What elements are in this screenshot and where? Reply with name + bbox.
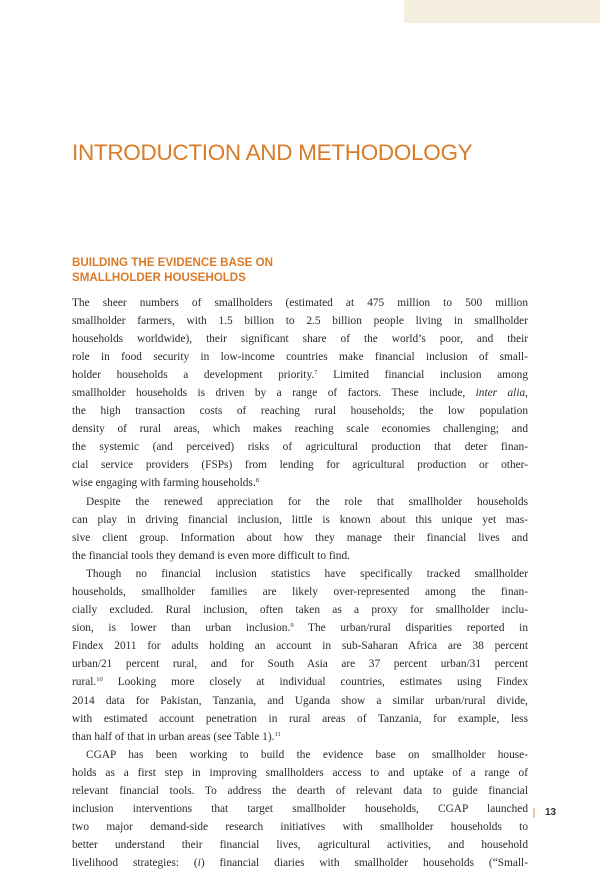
footnote-ref[interactable]: 11 [274, 730, 281, 738]
text-line: the financial tools they demand is even more difficult to find. [72, 549, 350, 562]
text-line: with estimated account penetration in rural areas of Tanzania, for example, less [72, 712, 528, 725]
section-heading [72, 255, 432, 285]
paragraph-4 [72, 746, 528, 873]
text-line: sion, is lower than urban inclusion.$^9$ The urban/rural disparities reported in [72, 622, 529, 635]
paragraph-1 [72, 294, 528, 493]
text-line: than half of that in urban areas (see Table 1).$^{11}$ [72, 730, 281, 743]
footnote-ref[interactable]: 9 [290, 622, 294, 630]
text-line: The sheer numbers of smallholders (estimated at 475 million to 500 million [72, 296, 528, 309]
section-heading-line-2: SMALLHOLDER HOUSEHOLDS [72, 271, 246, 284]
text-line: can play in driving financial inclusion, little is known about this unique yet mas- [72, 513, 528, 526]
text-line: inclusion interventions that target smallholder households, CGAP launched [72, 803, 528, 816]
text-line: relevant financial tools. To address the dearth of relevant data to guide financial [72, 785, 528, 798]
text-line: cial service providers (FSPs) from lending for agricultural production or other- [72, 459, 528, 472]
text-line: livelihood strategies: (i) financial diaries with smallholder households (“Small- [72, 857, 528, 870]
text-line: holder households a development priority.$^7$ Limited financial inclusion among [72, 368, 528, 381]
text-line: two major demand-side research initiatives with smallholder households to [72, 821, 528, 834]
page-number: 13 [545, 807, 557, 818]
chapter-title: INTRODUCTION AND METHODOLOGY [72, 140, 473, 165]
text-line: households, smallholder families are likely over-represented among the finan- [72, 586, 528, 598]
page-number-marker [533, 808, 535, 818]
text-line: better understand their financial lives, agricultural activities, and household [72, 839, 528, 852]
text-line: cially excluded. Rural inclusion, often taken as a proxy for smallholder inclu- [72, 604, 528, 617]
text-line: role in food security in low-income countries make financial inclusion of small- [72, 350, 528, 363]
text-line: CGAP has been working to build the evidence base on smallholder house- [86, 748, 528, 761]
text-line: rural.$^{10}$ Looking more closely at individual countries, estimates using Findex [72, 676, 528, 689]
footnote-ref[interactable]: 7 [314, 368, 318, 376]
text-line: 2014 data for Pakistan, Tanzania, and Uganda show a similar urban/rural divide, [72, 694, 528, 707]
text-line: urban/21 percent rural, and for South Asia are 37 percent urban/31 percent [72, 658, 528, 671]
section-heading-line-1: BUILDING THE EVIDENCE BASE ON [72, 256, 273, 269]
text-line: density of rural areas, which makes reaching scale economies challenging; and [72, 423, 528, 436]
header-color-band [404, 0, 600, 23]
paragraph-2 [72, 493, 528, 565]
text-line: Though no financial inclusion statistics have specifically tracked smallholder [86, 567, 528, 580]
text-line: holds as a first step in improving smallholders access to and uptake of a range of [72, 766, 528, 779]
text-line: sive client group. Information about how they manage their financial lives and [72, 531, 528, 544]
text-line: the high transaction costs of reaching rural households; the low population [72, 405, 528, 418]
footnote-ref[interactable]: 10 [96, 676, 103, 684]
paragraph-3 [72, 565, 528, 746]
footnote-ref[interactable]: 8 [255, 477, 259, 485]
body-text [72, 294, 528, 873]
text-line: smallholder farmers, with 1.5 billion to 2.5 billion people living in smallholder [72, 314, 528, 327]
text-line: households worldwide), their significant share of the world’s poor, and their [72, 332, 528, 345]
text-line: wise engaging with farming households.$^8$ [72, 477, 259, 490]
text-line: the systemic (and perceived) risks of agricultural production that deter finan- [72, 441, 528, 454]
text-line: Despite the renewed appreciation for the role that smallholder households [86, 495, 528, 508]
text-line: smallholder households is driven by a range of factors. These include, inter alia, [72, 386, 528, 399]
text-line: Findex 2011 for adults holding an account in sub-Saharan Africa are 38 percent [72, 640, 528, 653]
